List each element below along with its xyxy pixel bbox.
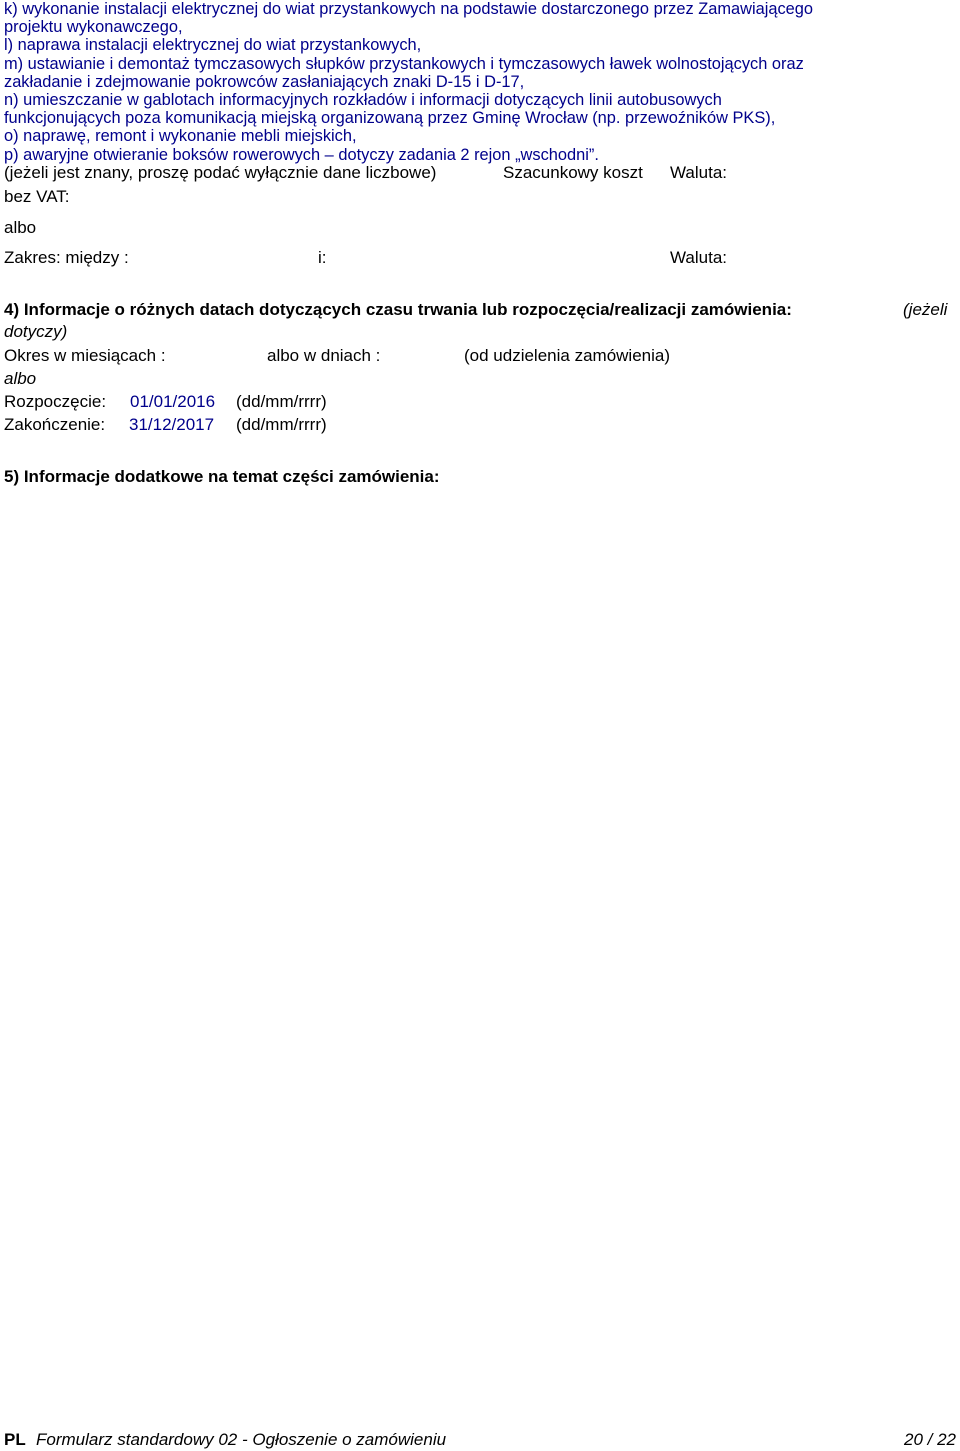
- scope-line: funkcjonujących poza komunikacją miejską organizowaną przez Gminę Wrocław (np. przewoźników PKS),: [4, 109, 776, 128]
- scope-list: [4, 0, 958, 164]
- days-label: albo w dniach :: [267, 346, 381, 365]
- scope-line: k) wykonanie instalacji elektrycznej do wiat przystankowych na podstawie dostarczonego przez Zamawiającego: [4, 0, 813, 18]
- scope-line: n) umieszczanie w gablotach informacyjnych rozkładów i informacji dotyczących linii autobusowych: [4, 91, 722, 110]
- footer-form-name: Formularz standardowy 02 - Ogłoszenie o zamówieniu: [36, 1430, 447, 1449]
- section4-note-part2: dotyczy): [4, 322, 68, 341]
- section5-title: 5) Informacje dodatkowe na temat części zamówienia:: [4, 467, 440, 486]
- months-label: Okres w miesiącach :: [4, 346, 166, 365]
- scope-line: zakładanie i zdejmowanie pokrowców zasłaniających znaki D-15 i D-17,: [4, 72, 525, 91]
- scope-line: m) ustawianie i demontaż tymczasowych słupków przystankowych i tymczasowych ławek wolnostojących oraz: [4, 54, 804, 73]
- cost-net-label: bez VAT:: [4, 187, 70, 206]
- scope-line: o) naprawę, remont i wykonanie mebli miejskich,: [4, 127, 357, 146]
- scope-line: p) awaryjne otwieranie boksów rowerowych – dotyczy zadania 2 rejon „wschodni”.: [4, 145, 599, 164]
- end-label: Zakończenie:: [4, 415, 106, 434]
- end-date-value: 31/12/2017: [129, 415, 215, 434]
- footer-lang: PL: [4, 1430, 26, 1449]
- range-currency-label: Waluta:: [670, 248, 728, 267]
- end-date-format: (dd/mm/rrrr): [236, 415, 327, 434]
- cost-or-label: albo: [4, 218, 37, 237]
- start-label: Rozpoczęcie:: [4, 392, 107, 411]
- scope-line: l) naprawa instalacji elektrycznej do wiat przystankowych,: [4, 36, 422, 55]
- cost-currency-label: Waluta:: [670, 163, 728, 182]
- range-label: Zakres: między :: [4, 248, 129, 267]
- range-and-label: i:: [318, 248, 327, 267]
- cost-hint: (jeżeli jest znany, proszę podać wyłącznie dane liczbowe): [4, 163, 437, 182]
- section4-title: 4) Informacje o różnych datach dotyczących czasu trwania lub rozpoczęcia/realizacji zamówienia:: [4, 300, 792, 319]
- scope-line: projektu wykonawczego,: [4, 18, 183, 37]
- cost-label: Szacunkowy koszt: [503, 163, 643, 182]
- footer-page-number: 20 / 22: [904, 1430, 956, 1449]
- start-date-format: (dd/mm/rrrr): [236, 392, 327, 411]
- section4-or-label: albo: [4, 369, 37, 388]
- section4-note-part1: (jeżeli: [903, 300, 948, 319]
- start-date-value: 01/01/2016: [130, 392, 216, 411]
- from-award-label: (od udzielenia zamówienia): [464, 346, 671, 365]
